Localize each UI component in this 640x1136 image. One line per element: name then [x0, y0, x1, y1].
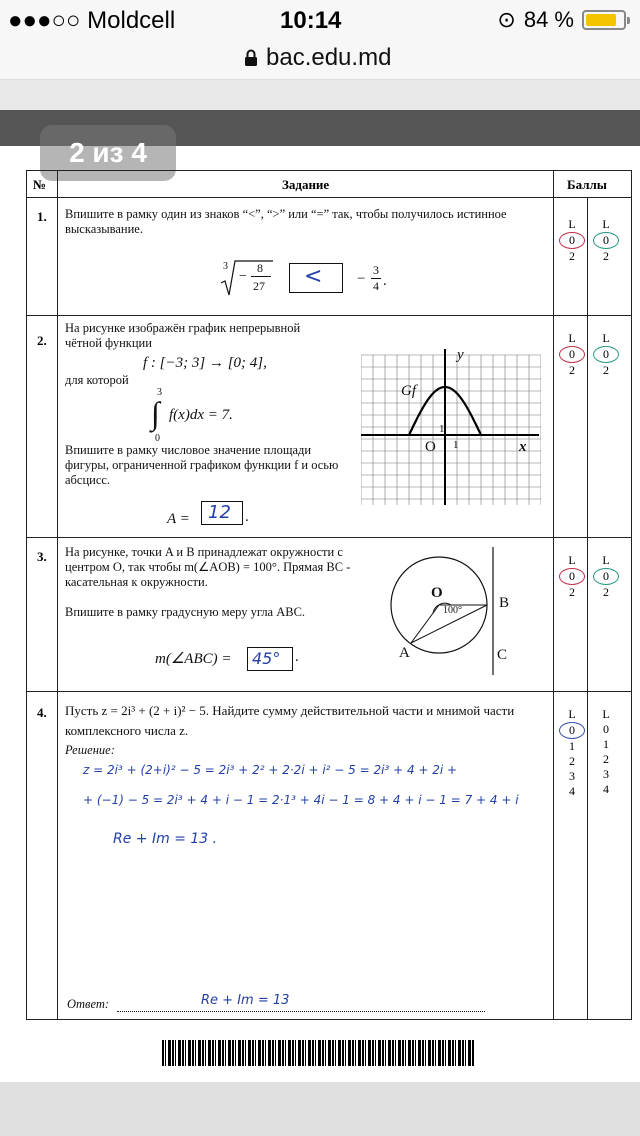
cube-root-expression — [219, 259, 275, 299]
solution-line-2: + (−1) − 5 = 2i³ + 4 + i − 1 = 2·1³ + 4i − 1 = 8 + 4 + i − 1 = 7 + 4 + i — [83, 793, 519, 807]
score-1: 1 — [603, 737, 609, 751]
period: . — [383, 273, 387, 289]
score-L: L — [602, 217, 610, 231]
score-0: 0 — [593, 568, 619, 585]
score-2: 2 — [603, 249, 609, 263]
score-L: L — [602, 331, 610, 345]
score-2: 2 — [569, 363, 575, 377]
score-column-4a[interactable] — [559, 707, 585, 799]
circle-diagram — [389, 547, 519, 677]
carrier-label: ●●●○○ Moldcell — [8, 7, 176, 34]
score-3: 3 — [569, 769, 575, 783]
score-column-2a[interactable] — [559, 331, 585, 378]
fraction-denominator: 27 — [253, 279, 265, 293]
battery-icon — [582, 10, 626, 30]
task-text: Впишите в рамку градусную меру угла ABC. — [65, 605, 306, 619]
integral-lower-limit: 0 — [155, 433, 160, 444]
score-2: 2 — [569, 249, 575, 263]
score-column-1a[interactable] — [559, 217, 585, 264]
function-graph — [361, 347, 541, 505]
score-column-3b[interactable] — [593, 553, 619, 600]
axis-x-label: x — [519, 439, 527, 455]
x-tick-1: 1 — [453, 439, 459, 451]
score-L: L — [568, 707, 576, 721]
lock-rotation-icon: ⊙ — [497, 7, 516, 32]
score-2: 2 — [569, 585, 575, 599]
col-points-header: Баллы — [567, 177, 607, 192]
task-number: 1. — [37, 209, 47, 224]
solution-line-3: Re + Im = 13 . — [113, 831, 218, 847]
answer-4[interactable]: Re + Im = 13 — [201, 993, 290, 1008]
score-0: 0 — [593, 232, 619, 249]
score-0: 0 — [559, 232, 585, 249]
solution-label: Решение: — [65, 743, 115, 757]
score-L: L — [602, 553, 610, 567]
task-text: Впишите в рамку один из знаков “<”, “>” или “=” так, чтобы получилось истинное высказывание. — [65, 207, 507, 236]
score-1: 1 — [569, 739, 575, 753]
root-index: 3 — [223, 261, 228, 272]
task-text: для которой — [65, 373, 129, 387]
integral-upper-limit: 3 — [157, 387, 162, 398]
score-0: 0 — [593, 346, 619, 363]
function-definition: f : [−3; 3] → [0; 4], — [143, 355, 267, 371]
y-tick-1: 1 — [439, 423, 445, 435]
clock: 10:14 — [280, 7, 342, 34]
score-4: 4 — [603, 782, 609, 796]
integrand: f(x)dx = 7. — [169, 407, 233, 423]
graph-label: Gf — [401, 383, 416, 399]
lock-icon — [244, 49, 258, 67]
address-bar[interactable] — [0, 40, 640, 80]
divider — [553, 171, 554, 1019]
answer-3: 45° — [252, 649, 281, 668]
page-indicator: 2 из 4 — [40, 125, 176, 181]
solution-line-1: z = 2i³ + (2+i)² − 5 = 2i³ + 2² + 2·2i + i² − 5 = 2i³ + 4 + 2i + — [83, 763, 458, 777]
answer-box-2[interactable] — [201, 501, 243, 525]
task-text: Пусть z = 2i³ + (2 + i)² − 5. Найдите сумму действительной части и мнимой части комплексного числа z. — [65, 703, 515, 738]
score-column-2b[interactable] — [593, 331, 619, 378]
answer-1: < — [304, 264, 323, 289]
battery-fill — [586, 14, 616, 26]
rhs-numerator: 3 — [373, 263, 379, 277]
url-text: bac.edu.md — [266, 44, 392, 71]
score-L: L — [568, 553, 576, 567]
score-column-4b[interactable] — [593, 707, 619, 797]
score-L: L — [568, 217, 576, 231]
page-bottom-strip — [0, 1082, 640, 1136]
divider — [587, 197, 588, 1019]
point-c: C — [497, 647, 508, 663]
col-num-header: № — [33, 177, 47, 192]
answer-label-3: m(∠ABC) = — [155, 651, 232, 667]
minus-sign: − — [357, 271, 366, 287]
divider — [27, 691, 631, 692]
origin-label: O — [425, 439, 436, 455]
answer-label-2: A = — [167, 511, 190, 527]
rhs-denominator: 4 — [373, 279, 379, 293]
task-number: 3. — [37, 549, 47, 564]
axis-y-label: y — [457, 347, 464, 363]
answer-box-3[interactable] — [247, 647, 293, 671]
rhs-fraction — [357, 263, 393, 299]
fraction-numerator: 8 — [257, 261, 263, 275]
barcode — [162, 1040, 474, 1066]
exam-table — [26, 170, 632, 1020]
score-column-3a[interactable] — [559, 553, 585, 600]
answer-box-1[interactable] — [289, 263, 343, 293]
status-bar — [0, 0, 640, 40]
period: . — [295, 649, 299, 665]
integral-expression — [151, 387, 281, 447]
point-b: B — [499, 595, 510, 611]
score-0: 0 — [559, 722, 585, 739]
integral-sign: ∫ — [151, 395, 160, 431]
point-o: O — [431, 585, 443, 601]
col-task-header: Задание — [282, 177, 330, 192]
graph-canvas — [361, 347, 541, 505]
answer-2: 12 — [208, 502, 231, 523]
fraction-bar — [251, 276, 271, 277]
divider — [27, 537, 631, 538]
divider — [27, 197, 631, 198]
score-2: 2 — [603, 752, 609, 766]
score-L: L — [568, 331, 576, 345]
battery-percent: 84 % — [523, 7, 574, 32]
task-text: На рисунке изображён график непрерывной чётной функции — [65, 321, 301, 350]
score-2: 2 — [603, 585, 609, 599]
score-0: 0 — [603, 722, 609, 736]
answer-label-4: Ответ: — [67, 997, 110, 1011]
score-2: 2 — [569, 754, 575, 768]
divider — [27, 315, 631, 316]
score-2: 2 — [603, 363, 609, 377]
angle-label: 100° — [443, 605, 462, 616]
score-0: 0 — [559, 346, 585, 363]
score-3: 3 — [603, 767, 609, 781]
task-number: 4. — [37, 705, 47, 720]
score-column-1b[interactable] — [593, 217, 619, 264]
score-0: 0 — [559, 568, 585, 585]
score-4: 4 — [569, 784, 575, 798]
minus-sign: − — [239, 269, 247, 284]
task-number: 2. — [37, 333, 47, 348]
period: . — [245, 509, 249, 525]
point-a: A — [399, 645, 410, 661]
score-L: L — [602, 707, 610, 721]
task-text: Впишите в рамку числовое значение площади фигуры, ограниченной графиком функции f и осью абсцисс. — [65, 443, 339, 487]
task-text: На рисунке, точки A и B принадлежат окружности с центром O, так чтобы m(∠AOB) = 100°. Прямая BC - касательная к окружности. — [65, 545, 351, 589]
divider — [57, 171, 58, 1019]
answer-line — [117, 1011, 485, 1012]
